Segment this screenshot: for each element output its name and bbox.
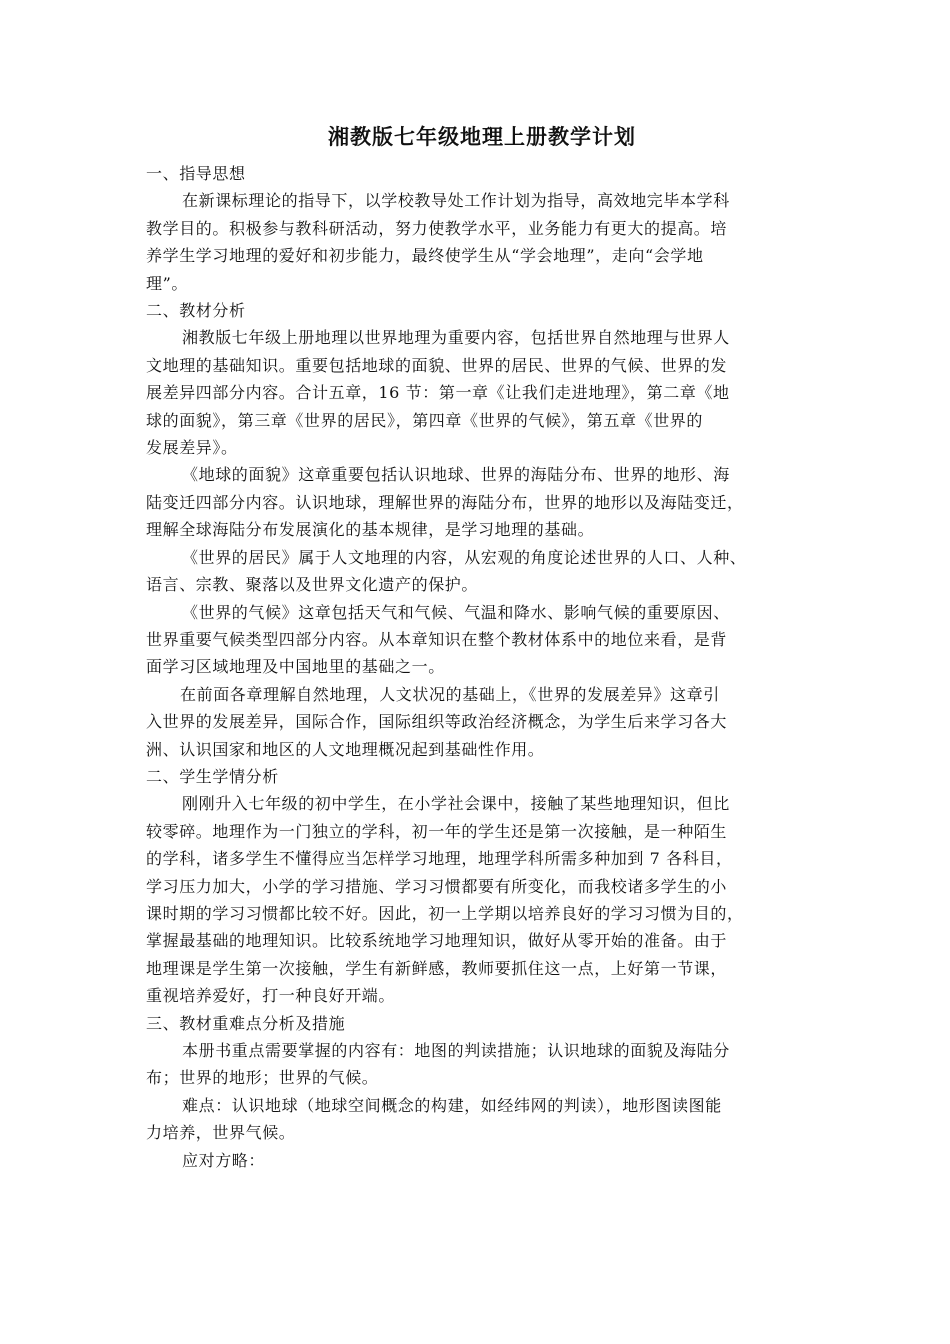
paragraph [146, 324, 826, 461]
paragraph [146, 790, 826, 1009]
paragraph [146, 1037, 826, 1092]
paragraph-line: 的学科，诸多学生不懂得应当怎样学习地理，地理学科所需多种加到 7 各科目， [146, 849, 733, 869]
paragraph-line: 球的面貌》，第三章《世界的居民》，第四章《世界的气候》，第五章《世界的 [146, 410, 704, 430]
paragraph-line: 在前面各章理解自然地理，人文状况的基础上，《世界的发展差异》这章引 [180, 684, 720, 704]
paragraph-line: 世界重要气候类型四部分内容。从本章知识在整个教材体系中的地位来看，是背 [146, 629, 728, 649]
paragraph-line: 陆变迁四部分内容。认识地球，理解世界的海陆分布，世界的地形以及海陆变迁， [146, 492, 744, 512]
paragraph-line: 语言、宗教、聚落以及世界文化遗产的保护。 [146, 575, 479, 595]
paragraph-line: 洲、认识国家和地区的人文地理概况起到基础性作用。 [146, 739, 545, 759]
paragraph-line: 发展差异》。 [146, 438, 238, 458]
paragraph [146, 461, 826, 543]
paragraph-line: 湘教版七年级上册地理以世界地理为重要内容，包括世界自然地理与世界人 [182, 328, 730, 348]
paragraph [146, 544, 826, 599]
paragraph-line: 重视培养爱好，打一种良好开端。 [146, 986, 396, 1006]
paragraph-line: 文地理的基础知识。重要包括地球的面貌、世界的居民、世界的气候、世界的发 [146, 355, 728, 375]
paragraph-line: 面学习区域地理及中国地里的基础之一。 [146, 657, 445, 677]
paragraph-line: 《世界的气候》这章包括天气和气候、气温和降水、影响气候的重要原因、 [182, 602, 730, 622]
paragraph-line: 力培养，世界气候。 [146, 1123, 296, 1143]
paragraph [146, 681, 826, 763]
paragraph-line: 展差异四部分内容。合计五章，16 节：第一章《让我们走进地理》，第二章《地 [146, 383, 730, 403]
paragraph-line: 在新课标理论的指导下，以学校教导处工作计划为指导，高效地完毕本学科 [182, 191, 730, 211]
paragraph-line: 较零碎。地理作为一门独立的学科，初一年的学生还是第一次接触，是一种陌生 [146, 821, 728, 841]
paragraph [146, 1092, 826, 1147]
paragraph-line: 教学目的。积极参与教科研活动，努力使教学水平，业务能力有更大的提高。培 [146, 218, 728, 238]
paragraph-line: 布；世界的地形；世界的气候。 [146, 1068, 379, 1088]
section-heading: 二、学生学情分析 [146, 766, 279, 786]
paragraph [146, 599, 826, 681]
paragraph-line: 难点：认识地球（地球空间概念的构建，如经纬网的判读），地形图读图能 [182, 1095, 722, 1115]
document-section [146, 297, 826, 763]
section-heading: 二、教材分析 [146, 301, 246, 321]
document-section [146, 160, 826, 297]
document-page [146, 120, 826, 1174]
paragraph-line: 学习压力加大，小学的学习措施、学习习惯都要有所变化，而我校诸多学生的小 [146, 876, 728, 896]
paragraph-line: 掌握最基础的地理知识。比较系统地学习地理知识，做好从零开始的准备。由于 [146, 931, 728, 951]
paragraph-line: 《地球的面貌》这章重要包括认识地球、世界的海陆分布、世界的地形、海 [182, 465, 730, 485]
document-body [146, 160, 826, 1174]
paragraph-line: 入世界的发展差异，国际合作，国际组织等政治经济概念，为学生后来学习各大 [146, 712, 728, 732]
paragraph-line: 应对方略： [182, 1150, 266, 1170]
paragraph-line: 本册书重点需要掌握的内容有：地图的判读措施；认识地球的面貌及海陆分 [182, 1041, 730, 1060]
paragraph [146, 1147, 826, 1174]
paragraph-line: 课时期的学习习惯都比较不好。因此，初一上学期以培养良好的学习习惯为目的， [146, 903, 744, 923]
document-title: 湘教版七年级地理上册教学计划 [328, 124, 636, 149]
document-section [146, 1010, 826, 1174]
paragraph-line: 养学生学习地理的爱好和初步能力，最终使学生从“学会地理”，走向“会学地 [146, 246, 704, 266]
paragraph [146, 187, 826, 297]
document-section [146, 763, 826, 1010]
section-heading: 三、教材重难点分析及措施 [146, 1013, 346, 1033]
paragraph-line: 理解全球海陆分布发展演化的基本规律，是学习地理的基础。 [146, 520, 595, 540]
paragraph-line: 刚刚升入七年级的初中学生，在小学社会课中，接触了某些地理知识，但比 [182, 794, 730, 814]
paragraph-line: 理”。 [146, 273, 188, 293]
paragraph-line: 地理课是学生第一次接触，学生有新鲜感，教师要抓住这一点，上好第一节课， [146, 958, 728, 978]
section-heading: 一、指导思想 [146, 164, 246, 183]
paragraph-line: 《世界的居民》属于人文地理的内容，从宏观的角度论述世界的人口、人种、 [182, 547, 747, 567]
